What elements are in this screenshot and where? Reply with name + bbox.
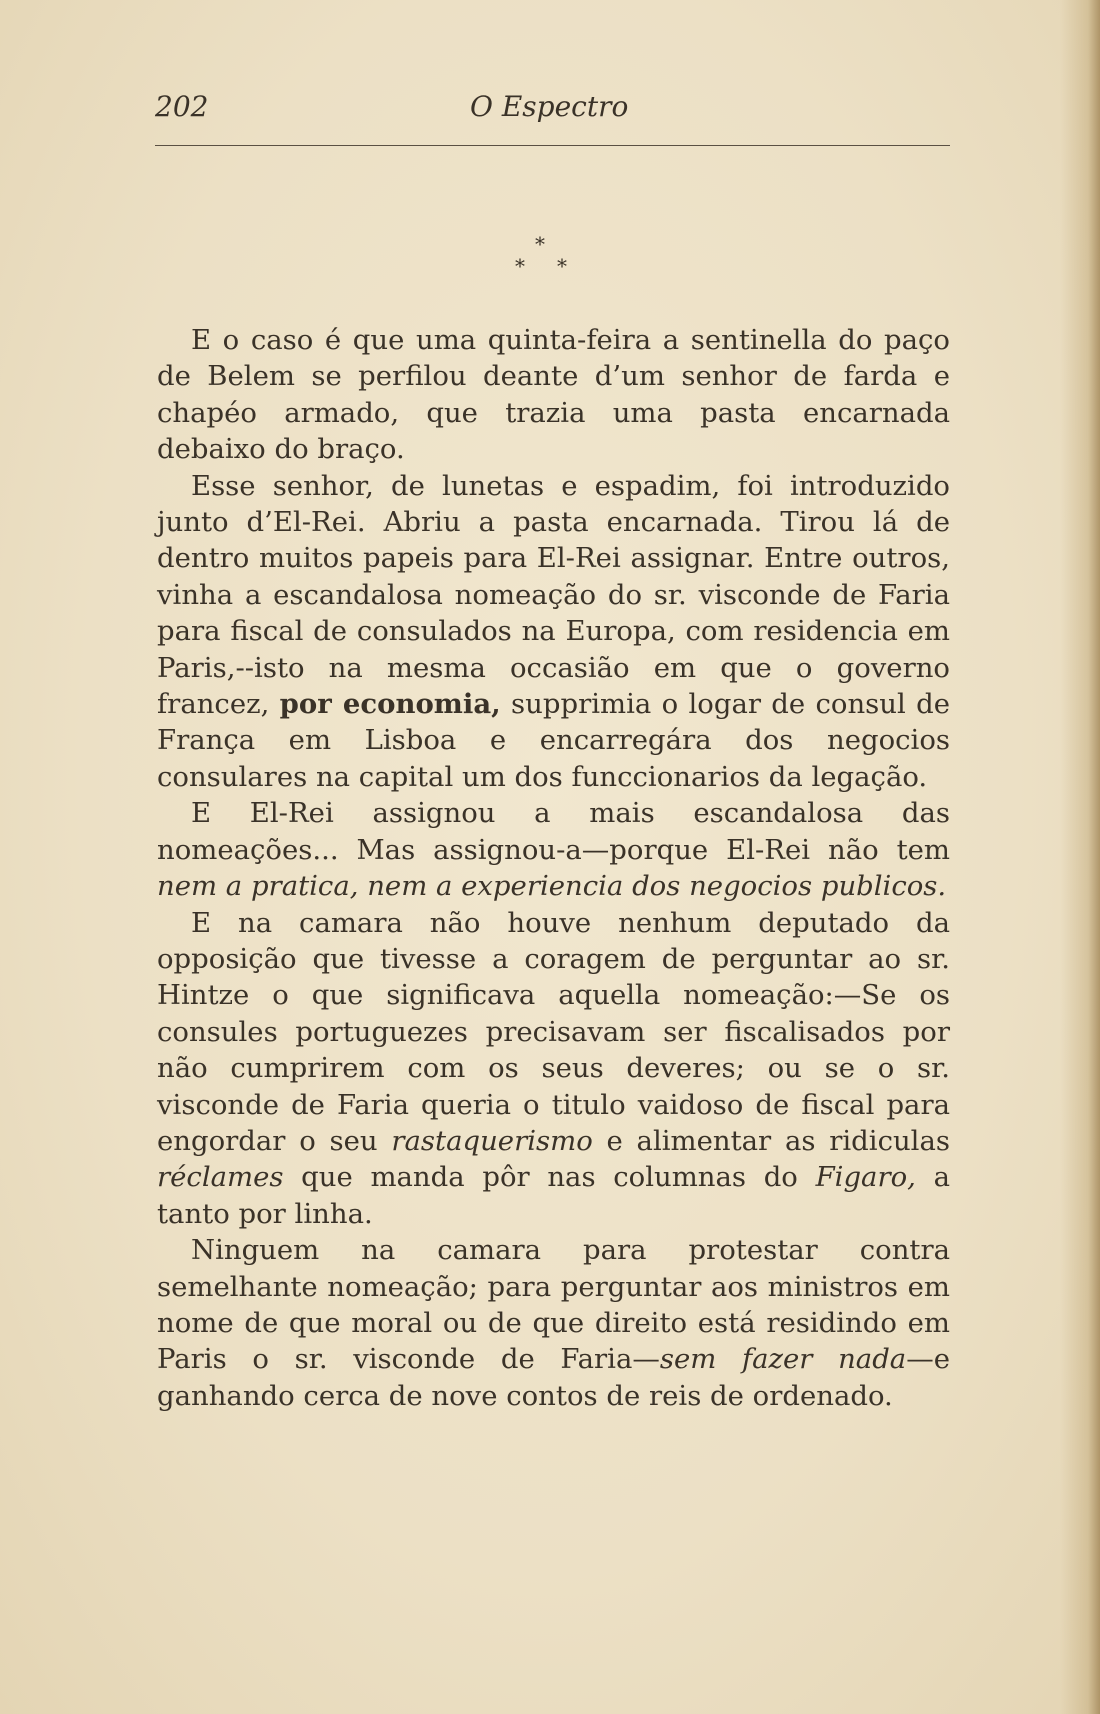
section-break-asterism xyxy=(500,232,590,282)
paragraph-4-text-b: e alimentar as ridiculas xyxy=(592,1124,950,1157)
running-title: O Espectro xyxy=(470,90,629,123)
asterisk-right: * xyxy=(557,254,567,278)
asterisk-left: * xyxy=(515,254,525,278)
paragraph-2-text-a: Esse senhor, de lunetas e espadim, foi introduzido junto d’El-Rei. Abriu a pasta encarnada. Tirou lá de dentro muitos papeis para El-Rei assignar. Entre outros, vinha a escandalosa nomeação do sr. visconde de Faria para fiscal de consulados na Europa, com residencia em Paris,--isto na mesma occasião em que o governo francez, xyxy=(157,469,950,721)
paragraph-4-text-d: a tanto por linha. xyxy=(157,1161,950,1230)
paragraph-5-text-a: Ninguem na camara para protestar contra semelhante nomeação; para perguntar aos ministros em nome de que moral ou de que direito está residindo em Paris o sr. visconde de Faria— xyxy=(157,1234,950,1376)
paragraph-5-italic-phrase: sem fazer nada xyxy=(659,1343,907,1376)
paragraph-1-text: E o caso é que uma quinta-feira a sentinella do paço de Belem se perfilou deante d’um senhor de farda e chapéo armado, que trazia uma pasta encarnada debaixo do braço. xyxy=(157,324,950,466)
page-number: 202 xyxy=(155,90,209,123)
paragraph-5-text-b: —e ganhando cerca de nove contos de reis de ordenado. xyxy=(157,1343,950,1412)
paragraph-4 xyxy=(157,905,950,1233)
asterisk-top: * xyxy=(535,232,545,256)
header-rule xyxy=(155,145,950,146)
paragraph-3-italic-phrase: nem a pratica, nem a experiencia dos negocios publicos. xyxy=(157,870,947,903)
paragraph-3 xyxy=(157,795,950,904)
paragraph-4-text-a: E na camara não houve nenhum deputado da opposição que tivesse a coragem de perguntar ao sr. Hintze o que significava aquella nomeação:—Se os consules portuguezes precisavam ser fiscalisados por não cumprirem com os seus deveres; ou se o sr. visconde de Faria queria o titulo vaidoso de fiscal para engordar o seu xyxy=(157,906,950,1157)
paragraph-4-italic-2: réclames xyxy=(157,1161,284,1194)
paragraph-1 xyxy=(157,322,950,468)
paragraph-2-bold-phrase: por economia, xyxy=(279,688,501,721)
page-edge-shadow xyxy=(1060,0,1100,1714)
paragraph-3-text-a: E El-Rei assignou a mais escandalosa das nomeações... Mas assignou-a—porque El-Rei não tem xyxy=(157,797,950,866)
page-header xyxy=(155,90,950,130)
paragraph-4-text-c: que manda pôr nas columnas do xyxy=(283,1161,816,1194)
paragraph-4-italic-3: Figaro, xyxy=(815,1161,916,1194)
paragraph-2-text-b: supprimia o logar de consul de França em Lisboa e encarregára dos negocios consulares na capital um dos funccionarios da legação. xyxy=(157,688,950,793)
paragraph-4-italic-1: rastaquerismo xyxy=(391,1124,593,1157)
paragraph-2 xyxy=(157,468,950,796)
paragraph-5 xyxy=(157,1232,950,1414)
body-text xyxy=(157,322,950,1414)
